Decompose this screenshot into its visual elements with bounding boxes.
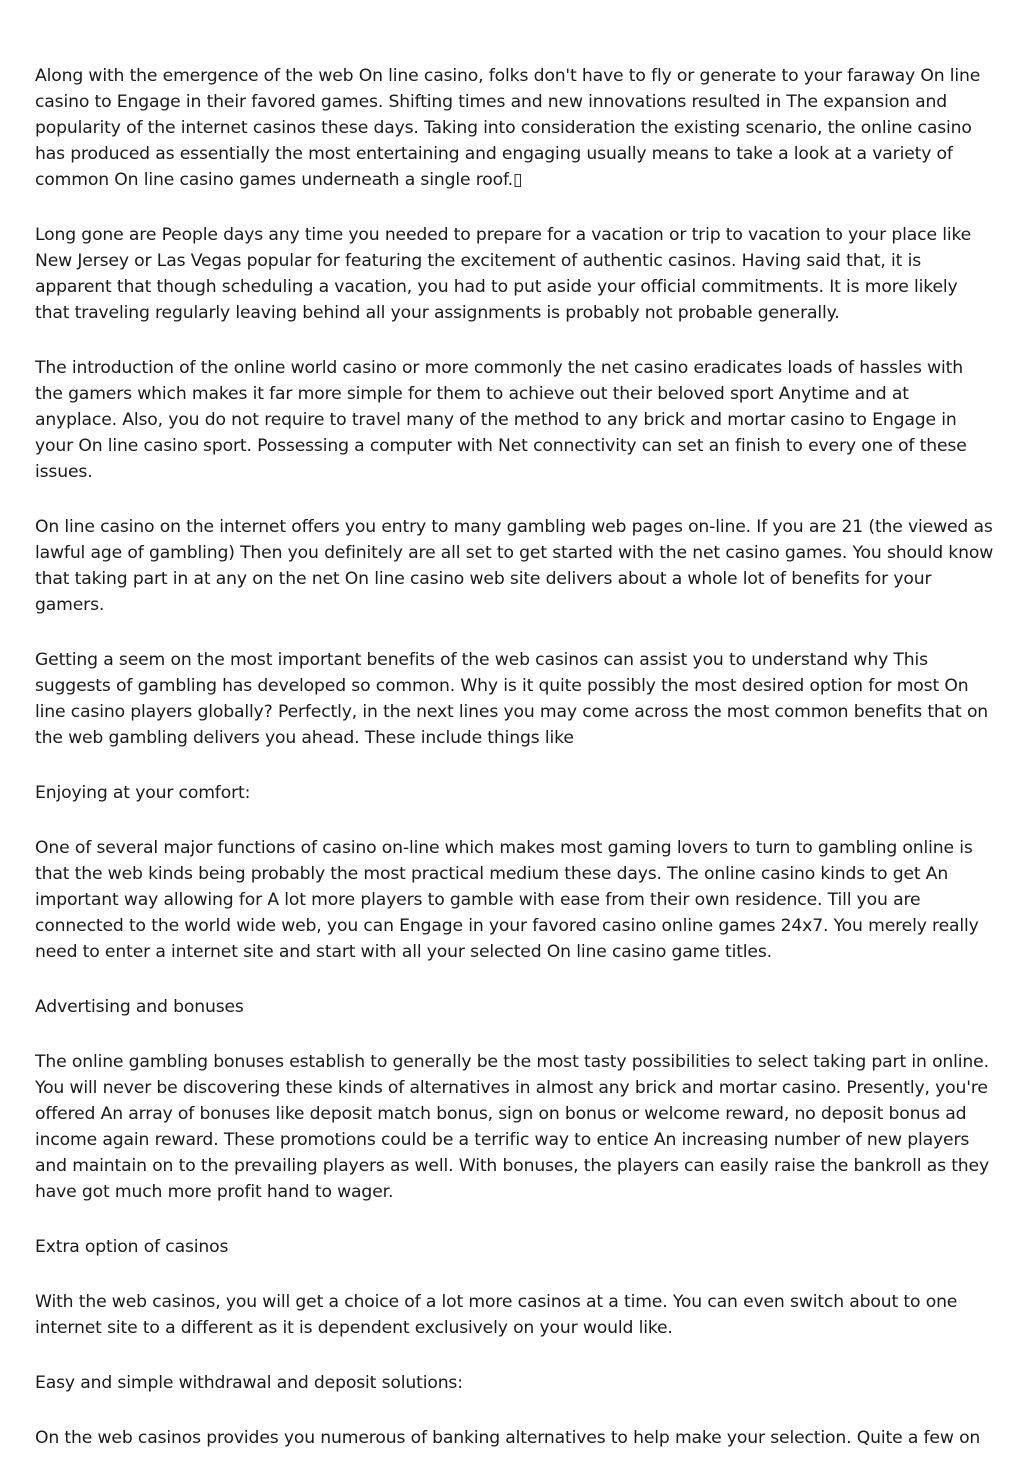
- paragraph-major-functions: One of several major functions of casino on-line which makes most gaming lovers to turn to gambling online is that the web kinds being probably the most practical medium these days. The online casino kinds to get An important way allowing for A lot more players to gamble with ease from their own residence. Till you are connected to the world wide web, you can Engage in your favored casino online games 24x7. You merely really need to enter a internet site and start with all your selected On line casino game titles.: [35, 838, 979, 962]
- paragraph-bonuses: The online gambling bonuses establish to generally be the most tasty possibilities to select taking part in online. You will never be discovering these kinds of alternatives in almost any brick and mortar casino. Presently, you're offered An array of bonuses like deposit match bonus, sign on bonus or welcome reward, no deposit bonus ad income again reward. These promotions could be a terrific way to entice An increasing number of new players and maintain on to the prevailing players as well. With bonuses, the players can easily raise the bankroll as they have got much more profit hand to wager.: [35, 1052, 989, 1202]
- paragraph-banking: On the web casinos provides you numerous of banking alternatives to help make your selection. Quite a few on: [35, 1428, 981, 1448]
- paragraph-introduction: The introduction of the online world casino or more commonly the net casino eradicates loads of hassles with the gamers which makes it far more simple for them to achieve out their beloved sport Anytime and at anyplace. Also, you do not require to travel many of the method to any brick and mortar casino to Engage in your On line casino sport. Possessing a computer with Net connectivity can set an finish to every one of these issues.: [35, 358, 967, 482]
- paragraph-benefits: Getting a seem on the most important benefits of the web casinos can assist you to understand why This suggests of gambling has developed so common. Why is it quite possibly the most desired option for most On line casino players globally? Perfectly, in the next lines you may come across the most common benefits that on the web gambling delivers you ahead. These include things like: [35, 650, 989, 748]
- paragraph-choice-casinos: With the web casinos, you will get a choice of a lot more casinos at a time. You can even switch about to one internet site to a different as it is dependent exclusively on your would like.: [35, 1292, 958, 1338]
- heading-enjoying-comfort: Enjoying at your comfort:: [35, 783, 251, 803]
- paragraph-long-gone: Long gone are People days any time you needed to prepare for a vacation or trip to vacation to your place like New Jersey or Las Vegas popular for featuring the excitement of authentic casinos. Having said that, it is apparent that though scheduling a vacation, you had to put aside your official commitments. It is more likely that traveling regularly leaving behind all your assignments is probably not probable generally.: [35, 225, 972, 323]
- document-body: [35, 63, 995, 1480]
- heading-advertising-bonuses: Advertising and bonuses: [35, 997, 244, 1017]
- paragraph-internet-offers: On line casino on the internet offers you entry to many gambling web pages on-line. If you are 21 (the viewed as lawful age of gambling) Then you definitely are all set to get started with the net casino games. You should know that taking part in at any on the net On line casino web site delivers about a whole lot of benefits for your gamers.: [35, 517, 994, 615]
- paragraph-intro: Along with the emergence of the web On line casino, folks don't have to fly or generate to your faraway On line casino to Engage in their favored games. Shifting times and new innovations resulted in The expansion and popularity of the internet casinos these days. Taking into consideration the existing scenario, the online casino has produced as essentially the most entertaining and engaging usually means to take a look at a variety of common On line casino games underneath a single roof.▯: [35, 66, 981, 190]
- heading-withdrawal-deposit: Easy and simple withdrawal and deposit solutions:: [35, 1373, 463, 1393]
- heading-extra-option: Extra option of casinos: [35, 1237, 229, 1257]
